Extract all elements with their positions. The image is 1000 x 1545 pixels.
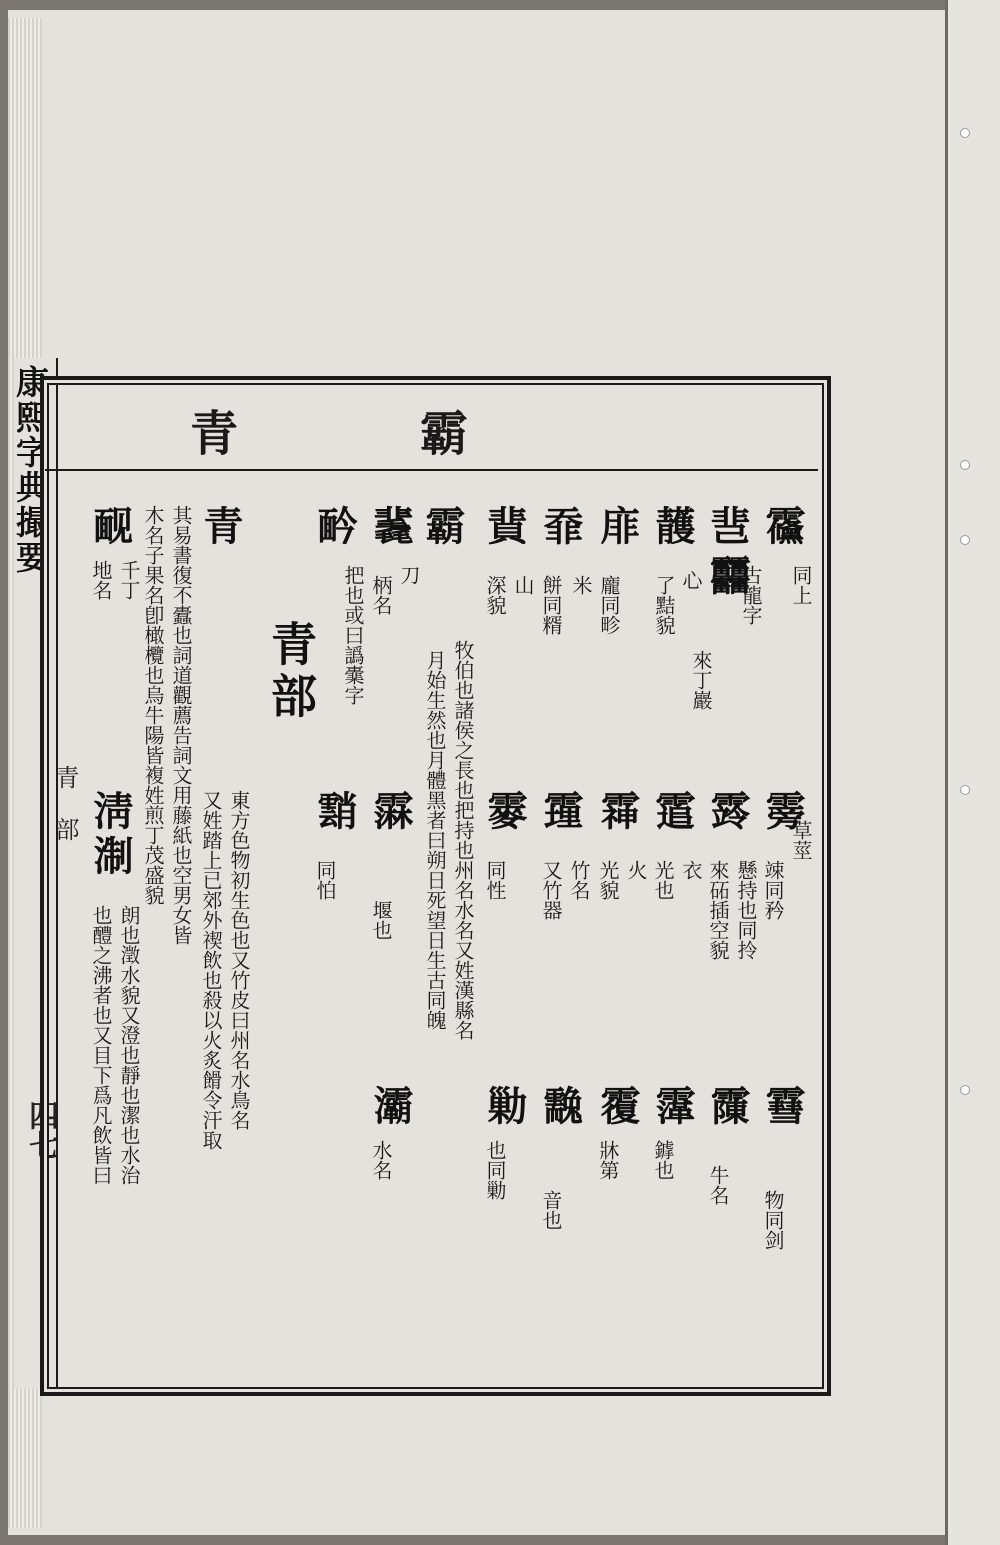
entry-note: 地名 — [89, 560, 113, 600]
entry-note: 來砳插空貌 — [706, 860, 730, 960]
entry-char: 䨩 — [594, 790, 641, 830]
binding-hole — [960, 1085, 970, 1095]
next-page-edge — [945, 0, 1000, 1545]
entry-char: 䨼 — [649, 505, 696, 545]
entry-char: 䨨 — [649, 790, 696, 830]
entry-note: 堰也 — [369, 900, 393, 940]
entry-char: 䨹 — [759, 505, 806, 545]
entry-char-ba: 霸 — [419, 505, 466, 545]
entry-char: 䨦 — [759, 790, 806, 830]
entry-char: 䨫 — [481, 790, 528, 830]
entry-note: 草莖 — [789, 820, 813, 860]
entry-note: 光貌 — [596, 860, 620, 900]
radical-ba: 霸 — [420, 406, 469, 462]
entry-char: 䨾 — [594, 505, 641, 545]
entry-char: 䩂 — [311, 505, 358, 545]
entry-definition-ba: 牧伯也諸侯之長也把持也州名水名又姓漢縣名 — [451, 640, 475, 1040]
entry-note: 來丁巖 — [689, 650, 713, 710]
entry-char: 䩄 — [87, 505, 134, 545]
binding-hole — [960, 460, 970, 470]
entry-char: 䨻 — [704, 555, 751, 595]
entry-note: 又竹器 — [539, 860, 563, 920]
entry-note: 牛名 — [706, 1165, 730, 1205]
entry-note: 把也或曰譌㰆字 — [341, 565, 365, 705]
entry-pron: 千丁 — [117, 560, 141, 600]
entry-definition-qing2: 朗也澂水貌又澄也靜也潔也水治 — [117, 905, 141, 1185]
entry-note: 山 — [511, 575, 535, 595]
entry-char: 䨿 — [537, 505, 584, 545]
binding-hole — [960, 785, 970, 795]
entry-char: 䨯 — [704, 1085, 751, 1125]
entry-note: 了黠貌 — [652, 575, 676, 635]
entry-note: 音也 — [539, 1190, 563, 1230]
entry-definition-qing2-2: 也醴之沸者也又目下爲凡飲皆曰 — [89, 905, 113, 1185]
entry-note: 衣 — [679, 860, 703, 880]
entry-note: 心 — [679, 570, 703, 590]
entry-note: 牀第 — [596, 1140, 620, 1180]
entry-char: 䨲 — [537, 1085, 584, 1125]
entry-note: 同怕 — [313, 860, 337, 900]
entry-char: 䨪 — [537, 790, 584, 830]
entry-note: 火 — [624, 860, 648, 880]
entry-char-qing2-sub: 淛 — [87, 835, 134, 875]
entry-note: 也同勦 — [483, 1140, 507, 1200]
spine-title: 康熙字典撮要 — [11, 365, 50, 575]
entry-note: 龐同畛 — [597, 575, 621, 635]
entry-note: 光也 — [651, 860, 675, 900]
entry-note: 水名 — [369, 1140, 393, 1180]
binding-hole — [960, 535, 970, 545]
entry-note: 竦同矜 — [761, 860, 785, 920]
entry-definition-ba-2: 月始生然也月體黑者曰朔日死望日生古同魄 — [423, 650, 447, 1030]
entry-note: 鎼也 — [651, 1140, 675, 1180]
entry-char: 灞 — [367, 1085, 414, 1125]
entry-definition-qing-2: 又姓踏上已郊外禊飲也殺以火炙餶令汗取 — [199, 790, 223, 1150]
entry-note: 刀 — [397, 565, 421, 585]
entry-char-qing: 青 — [197, 505, 244, 545]
section-heading: 青部 — [264, 620, 318, 724]
entry-char: 䨽 — [704, 505, 751, 545]
entry-definition-qing: 東方色物初生色也又竹皮曰州名水鳥名 — [227, 790, 251, 1130]
entry-note: 竹名 — [567, 860, 591, 900]
entry-note: 物同剑 — [761, 1190, 785, 1250]
entry-char: 䩀 — [481, 505, 528, 545]
entry-note: 餅同糈 — [539, 575, 563, 635]
entry-note: 柄名 — [369, 575, 393, 615]
entry-char: 勦 — [481, 1085, 528, 1125]
entry-note: 同上 — [789, 565, 813, 605]
entry-definition-qing-3: 其易書復不蠹也詞道觀薦告詞文用藤紙也空男女皆 — [169, 505, 193, 945]
entry-note: 懸持也同拎 — [734, 860, 758, 960]
spine-page-number: 四七 — [23, 1100, 58, 1160]
entry-char: 䨭 — [311, 790, 358, 830]
entry-char: 䨰 — [649, 1085, 696, 1125]
entry-note: 同性 — [483, 860, 507, 900]
binding-hole — [960, 128, 970, 138]
entry-note: 古龍字 — [739, 565, 763, 625]
radical-qing: 青 — [190, 406, 239, 462]
entry-char: 䨬 — [367, 790, 414, 830]
entry-char: 䨧 — [704, 790, 751, 830]
entry-definition-qing-4: 木名子果名卽橄欖也烏牛陽皆複姓煎丁茂盛貌 — [141, 505, 165, 905]
entry-note: 米 — [569, 575, 593, 595]
spine-section-label: 青部 — [51, 765, 79, 869]
entry-char: 䨮 — [759, 1085, 806, 1125]
entry-char: 䨱 — [594, 1085, 641, 1125]
entry-char-qing2: 淸 — [87, 790, 134, 830]
entry-note: 深貌 — [483, 575, 507, 615]
entry-char: 䩁 — [367, 505, 414, 545]
